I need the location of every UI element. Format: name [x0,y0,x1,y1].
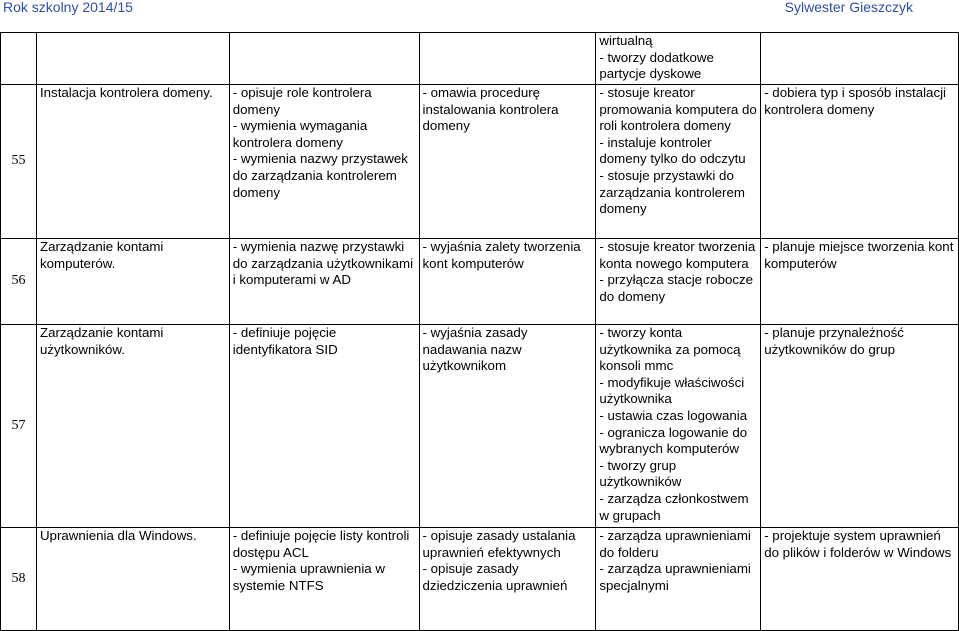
full-requirements-cell: - tworzy konta użytkownika za pomocą konsoli mmc - modyfikuje właściwości użytkownika - ustawia czas logowania - ogranicza logowanie do wybranych komputerów - tworzy grup użytkowników - zarządza członkostwem w grupach [596,325,761,528]
page-header [0,0,959,18]
topic-cell: Instalacja kontrolera domeny. [36,85,229,239]
extended-requirements-cell [419,33,596,85]
basic-requirements-cell: - definiuje pojęcie listy kontroli dostępu ACL - wymienia uprawnienia w systemie NTFS [229,528,419,631]
table-row [1,528,959,631]
advanced-requirements-cell: - projektuje system uprawnień do plików i folderów w Windows [761,528,959,631]
lesson-number: 57 [1,325,37,528]
advanced-requirements-cell [761,33,959,85]
lesson-number [1,33,37,85]
extended-requirements-cell: - opisuje zasady ustalania uprawnień efektywnych - opisuje zasady dziedziczenia uprawnień [419,528,596,631]
lesson-number: 55 [1,85,37,239]
topic-cell: Uprawnienia dla Windows. [36,528,229,631]
advanced-requirements-cell: - dobiera typ i sposób instalacji kontrolera domeny [761,85,959,239]
school-year: Rok szkolny 2014/15 [3,0,133,15]
basic-requirements-cell: - opisuje role kontrolera domeny - wymienia wymagania kontrolera domeny - wymienia nazwy przystawek do zarządzania kontrolerem domeny [229,85,419,239]
advanced-requirements-cell: - planuje miejsce tworzenia kont komputerów [761,239,959,325]
extended-requirements-cell: - wyjaśnia zalety tworzenia kont komputerów [419,239,596,325]
curriculum-table [0,32,959,631]
table-row [1,85,959,239]
lesson-number: 58 [1,528,37,631]
topic-cell [36,33,229,85]
full-requirements-cell: - stosuje kreator tworzenia konta nowego komputera - przyłącza stacje robocze do domeny [596,239,761,325]
basic-requirements-cell: - wymienia nazwę przystawki do zarządzania użytkownikami i komputerami w AD [229,239,419,325]
extended-requirements-cell: - omawia procedurę instalowania kontrolera domeny [419,85,596,239]
lesson-number: 56 [1,239,37,325]
author-name: Sylwester Gieszczyk [784,0,913,15]
basic-requirements-cell: - definiuje pojęcie identyfikatora SID [229,325,419,528]
advanced-requirements-cell: - planuje przynależność użytkowników do grup [761,325,959,528]
basic-requirements-cell [229,33,419,85]
full-requirements-cell: - zarządza uprawnieniami do folderu - zarządza uprawnieniami specjalnymi [596,528,761,631]
topic-cell: Zarządzanie kontami użytkowników. [36,325,229,528]
full-requirements-cell: wirtualną - tworzy dodatkowe partycje dyskowe [596,33,761,85]
extended-requirements-cell: - wyjaśnia zasady nadawania nazw użytkownikom [419,325,596,528]
table-row [1,239,959,325]
full-requirements-cell: - stosuje kreator promowania komputera do roli kontrolera domeny - instaluje kontroler domeny tylko do odczytu - stosuje przystawki do zarządzania kontrolerem domeny [596,85,761,239]
table-row [1,33,959,85]
table-row [1,325,959,528]
topic-cell: Zarządzanie kontami komputerów. [36,239,229,325]
